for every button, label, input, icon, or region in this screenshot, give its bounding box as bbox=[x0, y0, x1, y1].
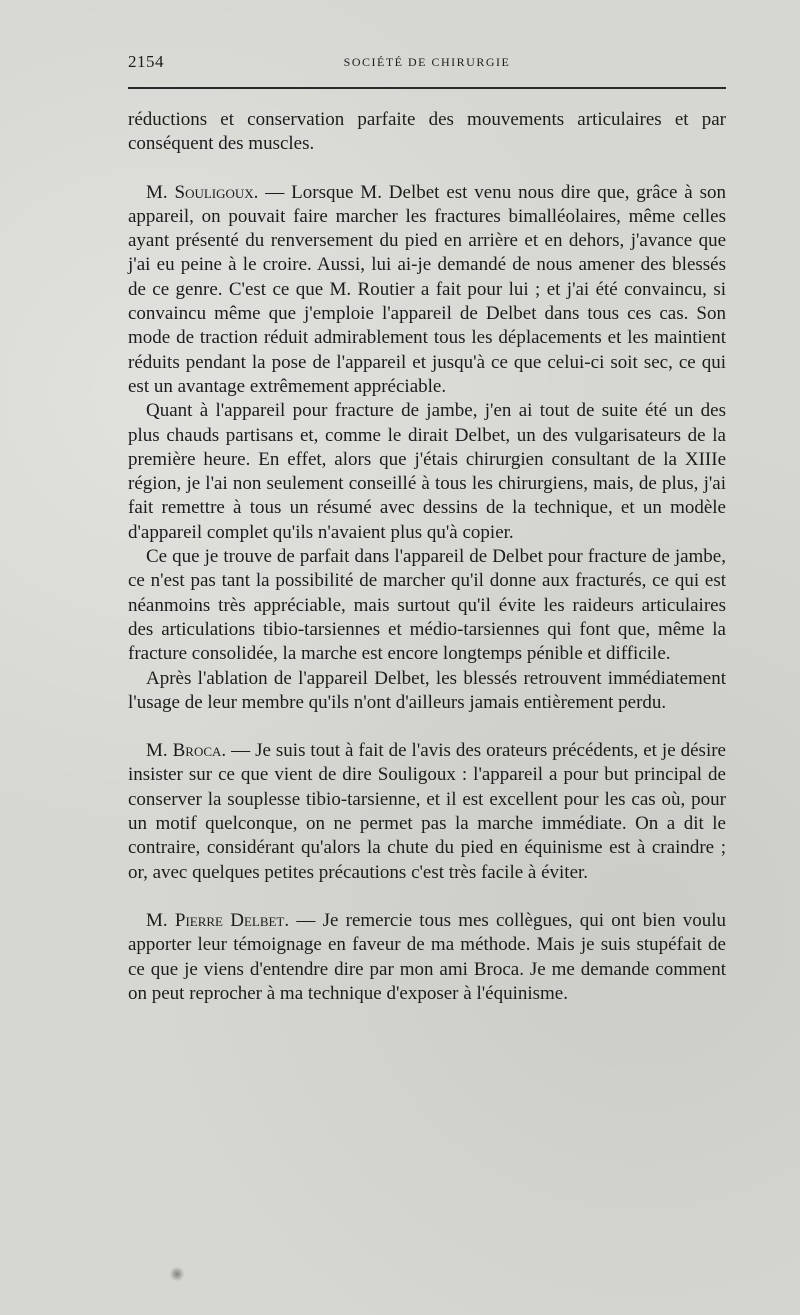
paragraph-broca bbox=[128, 739, 726, 885]
page-header bbox=[128, 50, 726, 74]
running-title: SOCIÉTÉ DE CHIRURGIE bbox=[343, 55, 511, 69]
paragraph-parfait bbox=[128, 545, 726, 666]
header-rule bbox=[128, 87, 726, 89]
paper-stain bbox=[170, 1266, 184, 1282]
paragraph-continuation bbox=[128, 108, 726, 157]
paragraph-text: Ce que je trouve de parfait dans l'appareil de Delbet pour fracture de jambe, ce n'est pas tant la possibilité de marcher qu'il donne aux fracturés, ce qui est néanmoins très appréciable, mais surtout qu'il évite les raideurs articulaires des articulations tibio-tarsiennes et médio-tarsiennes qui font que, même la fracture consolidée, la marche est encore longtemps pénible et difficile. bbox=[128, 546, 726, 665]
page-number: 2154 bbox=[128, 52, 164, 71]
speaker-name: M. Pierre Delbet. bbox=[146, 909, 290, 931]
paragraph-souligoux bbox=[128, 181, 726, 400]
paragraph-text: Quant à l'appareil pour fracture de jambe, j'en ai tout de suite été un des plus chauds partisans et, comme le dirait Delbet, un des vulgarisateurs de la première heure. En effet, alors que j'étais chirurgien consultant de la XIIIe région, je l'ai non seulement conseillé à tous les chirurgiens, mais, de plus, j'ai fait remettre à tous un résumé avec dessins de la technique, et un modèle d'appareil complet qu'ils n'avaient plus qu'à copier. bbox=[128, 400, 726, 543]
paragraph-ablation bbox=[128, 667, 726, 716]
paragraph-text: — Lorsque M. Delbet est venu nous dire que, grâce à son appareil, on pouvait faire marcher les fractures bimalléolaires, même celles ayant présenté du renversement du pied en arrière et en dehors, j'avance que j'ai eu peine à le croire. Aussi, lui ai-je demandé de nous amener des blessés de ce genre. C'est ce que M. Routier a fait pour lui ; et j'ai été convaincu, si convaincu même que j'emploie l'appareil de Delbet dans tous ces cas. Son mode de traction réduit admirablement tous les déplacements et les maintient réduits pendant la pose de l'appareil et jusqu'à ce que celui-ci soit sec, ce qui est un avantage extrêmement appréciable. bbox=[128, 181, 726, 397]
book-page bbox=[128, 50, 726, 1006]
paragraph-text: — Je suis tout à fait de l'avis des orateurs précédents, et je désire insister sur ce que vient de dire Souligoux : l'appareil a pour but principal de conserver la souplesse tibio-tarsienne, et il est excellent pour les cas où, pour un motif quelconque, on ne permet pas la marche immédiate. On a dit le contraire, considérant qu'alors la chute du pied en équinisme est à craindre ; or, avec quelques petites précautions c'est très facile à éviter. bbox=[128, 740, 726, 883]
body-text bbox=[128, 108, 726, 1006]
paragraph-text: — Je remercie tous mes collègues, qui ont bien voulu apporter leur témoignage en faveur de ma méthode. Mais je suis stupéfait de ce que je viens d'entendre dire par mon ami Broca. Je me demande comment on peut reprocher à ma technique d'exposer à l'équinisme. bbox=[128, 909, 726, 1004]
paragraph-text: réductions et conservation parfaite des mouvements articulaires et par conséquent des muscles. bbox=[128, 109, 726, 155]
paragraph-fracture-jambe bbox=[128, 399, 726, 545]
paragraph-delbet bbox=[128, 909, 726, 1006]
paragraph-text: Après l'ablation de l'appareil Delbet, les blessés retrouvent immédiatement l'usage de leur membre qu'ils n'ont d'ailleurs jamais entièrement perdu. bbox=[128, 667, 726, 713]
speaker-name: M. Souligoux. bbox=[146, 181, 259, 203]
speaker-name: M. Broca. bbox=[146, 740, 227, 762]
